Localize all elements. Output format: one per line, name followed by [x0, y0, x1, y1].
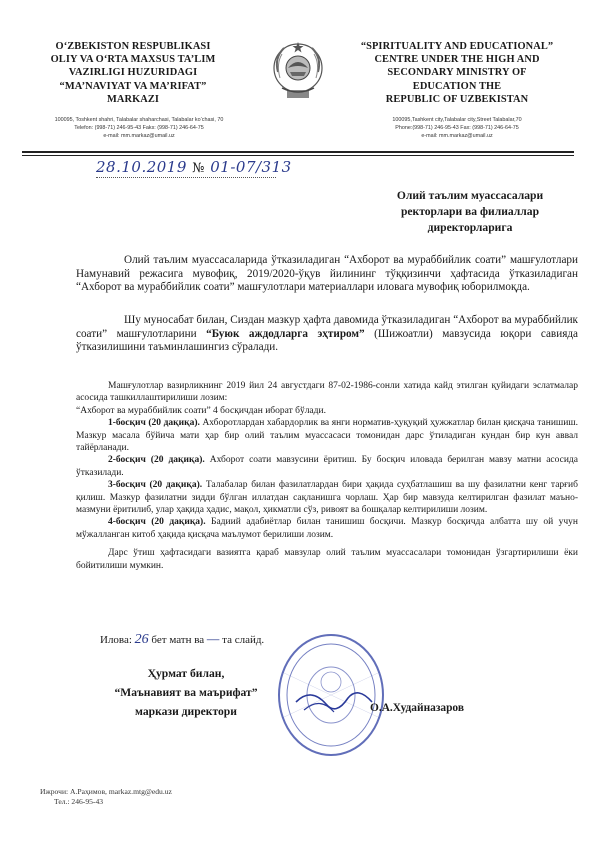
- stage-label: 2-босқич (20 дақиқа).: [108, 455, 205, 466]
- body-paragraph: Олий таълим муассасаларида ўтказиладиган “Ахборот ва мураббийлик соати” машғулотлари Намунавий режасига мувофиқ, 2019/2020-ўқув йилининг тўққизинчи ҳафтасида ўтказиладиган “Ахборот ва мураббийлик соати” машғулотлари материаллари иловага мувофиқ юборилмоқда.: [76, 254, 578, 294]
- appendix-prefix: Илова:: [100, 634, 132, 646]
- appendix-pages: 26: [134, 632, 149, 647]
- signer-position: маркази директори: [135, 705, 237, 718]
- header-divider-thin: [22, 155, 574, 156]
- stage-label: 4-босқич (20 дақиқа).: [108, 517, 206, 528]
- stage-text: Талабалар билан фазилатлардан бири ҳақида суҳбатлашиш ва шу фазилатни кенг тарғиб қилиш. Мазкур фазилатни зидди бўлган иллатдан сақланишга чорлаш. Ҳар бир мавзуда келтирилган фазилат маъно-мазмуни ёритилиб, улар ҳақида ҳадис, мақол, ҳикматли сўз, ривоят ва бошқалар келтирилиши лозим.: [76, 480, 578, 516]
- instructions-intro: Машғулотлар вазирликнинг 2019 йил 24 августдаги 87-02-1986-сонли хатида кайд этилган қуйидаги эслатмалар асосида ташкиллаштирилиши лозим:: [76, 381, 578, 404]
- header-left-line: O‘ZBEKISTON RESPUBLIKASI: [55, 41, 211, 52]
- appendix-line: [100, 632, 264, 648]
- appendix-middle: бет матн ва: [151, 634, 205, 646]
- reference-underline: [96, 177, 276, 178]
- header-left-line: MARKAZI: [106, 93, 160, 105]
- signer-name: О.А.Худайназаров: [370, 702, 464, 714]
- stage-item: [76, 454, 578, 479]
- address-email: e-mail: mm.markaz@umail.uz: [421, 133, 493, 140]
- document-date: 28.10.2019: [96, 158, 187, 176]
- address-line: 100095, Toshkent shahri, Talabalar shaharchasi, Talabalar ko‘chasi, 70: [54, 117, 224, 123]
- stage-text: Ахборот соати мавзусини ёритиш. Бу босқич иловада берилган мавзу матни асосида ўтказилади.: [76, 455, 578, 478]
- address-line: Telefon: (998-71) 246-95-43 Faks: (998-71) 246-64-75: [74, 125, 204, 132]
- address-line: Phone:(998-71) 246-95-43 Fax: (998-71) 246-64-75: [395, 125, 519, 132]
- body-instructions: [76, 380, 578, 572]
- header-right-line: CENTRE UNDER THE HIGH AND: [374, 54, 540, 66]
- stage-item: [76, 479, 578, 516]
- header-left-title: [14, 40, 252, 106]
- executor-name: Ижрочи: А.Раҳимов, markaz.mtg@edu.uz: [40, 787, 172, 796]
- header-left-line: VAZIRLIGI HUZURIDAGI: [68, 67, 198, 79]
- uzbekistan-state-emblem-icon: [270, 38, 326, 102]
- stage-label: 3-босқич (20 дақиқа).: [108, 480, 203, 491]
- header-right-line: SECONDARY MINISTRY OF: [387, 67, 527, 79]
- stage-text: Бадиий адабиётлар билан танишиш босқичи. Мазкур босқичда албатта шу ой учун мўжалланган китоб ҳақида қисқача маълумот берилиши лозим.: [76, 517, 579, 540]
- stage-item: [76, 516, 578, 541]
- address-line: 100095,Tashkent city,Talabalar city,Street Talabalar,70: [392, 117, 522, 123]
- address-email: e-mail: mm.markaz@umail.uz: [103, 133, 175, 140]
- request-text-end: (Шижоатли) мавзусида юқори савияда ўтказилишини таъминлашингиз сўралади.: [76, 327, 578, 354]
- official-round-stamp-icon: [276, 632, 386, 758]
- number-sign: №: [192, 161, 205, 176]
- header-left-line: “MA’NAVIYAT VA MA’RIFAT”: [59, 80, 207, 92]
- body-paragraph-request: [76, 314, 578, 355]
- request-text: Шу муносабат билан, Сиздан мазкур ҳафта давомида ўтказиладиган “Ахборот ва мураббийлик соати” машғулотларини: [76, 314, 578, 340]
- header-left-address: [28, 116, 250, 141]
- header-right-address: [338, 116, 576, 141]
- header-right-title: [326, 40, 588, 106]
- header-divider: [22, 151, 574, 153]
- document-reference: [96, 158, 292, 176]
- stage-label: 1-босқич (20 дақиқа).: [108, 418, 200, 429]
- executor-phone: Тел.: 246-95-43: [54, 797, 104, 806]
- stage-item: [76, 417, 578, 454]
- signer-organization: “Маънавият ва маърифат”: [114, 686, 258, 699]
- header-left-line: OLIY VA O‘RTA MAXSUS TA’LIM: [50, 54, 216, 66]
- instructions-stages-note: “Ахборот ва мураббийлик соати” 4 босқичдан иборат бўлади.: [76, 405, 326, 416]
- recipient-block: [370, 188, 570, 236]
- topic-title: “Буюк аждодларга эҳтиром”: [206, 327, 365, 340]
- header-right-line: REPUBLIC OF UZBEKISTAN: [385, 93, 529, 105]
- header-right-line: “SPIRITUALITY AND EDUCATIONAL”: [360, 41, 554, 52]
- document-number: 01-07/313: [210, 158, 292, 176]
- executor-footer: [40, 787, 172, 807]
- closing-note: Дарс ўтиш ҳафтасидаги вазиятга қараб мавзулар олий таълим муассасалари томонидан ўзгартирилиши ёки бойитилиши мумкин.: [76, 548, 578, 571]
- closing-signature-block: [96, 664, 276, 721]
- closing-greeting: Ҳурмат билан,: [147, 667, 225, 680]
- recipient-line: ректорлари ва филиаллар: [400, 205, 540, 218]
- stage-text: Ахборотлардан хабардорлик ва янги норматив-ҳуқуқий ҳужжатлар билан қисқача танишиш. Мазкур масала бўйича мати ҳар бир олий таълим муассасаси томонидан дарс ўтиладиган кундан бир кун аввал тайёрланади.: [76, 418, 578, 454]
- recipient-line: Олий таълим муассасалари: [396, 189, 544, 202]
- recipient-line: директорларига: [427, 221, 513, 234]
- appendix-suffix: та слайд.: [222, 634, 265, 646]
- appendix-slide-count: —: [206, 632, 220, 647]
- header-right-line: EDUCATION THE: [412, 80, 502, 92]
